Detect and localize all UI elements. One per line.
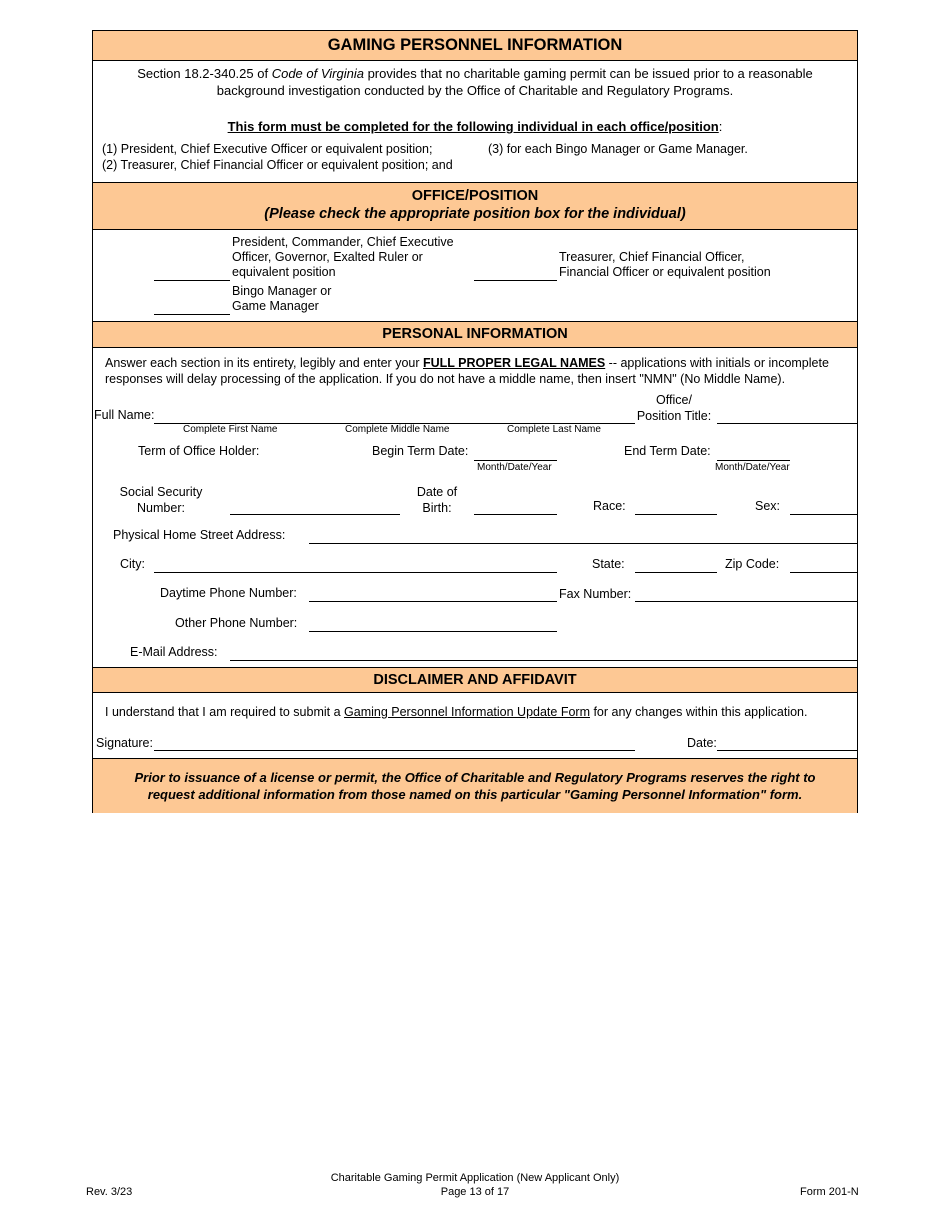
gaming-personnel-form xyxy=(92,30,858,813)
fax-field[interactable] xyxy=(635,601,857,602)
notice-band xyxy=(93,758,857,813)
dob-label: Date of Birth: xyxy=(416,485,458,515)
ssn-field[interactable] xyxy=(230,514,400,515)
instructions-line-2: responses will delay processing of the application. If you do not have a middle name, then insert "NMN" (No Middle Name). xyxy=(105,372,786,386)
treasurer-checkbox-line[interactable] xyxy=(474,280,557,281)
president-checkbox-line[interactable] xyxy=(154,280,230,281)
application-title: Charitable Gaming Permit Application (New Applicant Only) xyxy=(330,1172,620,1184)
intro-line-2: background investigation conducted by the Office of Charitable and Regulatory Programs. xyxy=(216,83,734,98)
form-number: Form 201-N xyxy=(800,1186,859,1198)
term-label: Term of Office Holder: xyxy=(138,444,260,458)
begin-term-label: Begin Term Date: xyxy=(372,444,469,458)
date-label: Date: xyxy=(687,736,717,750)
sex-field[interactable] xyxy=(790,514,857,515)
page-number: Page 13 of 17 xyxy=(440,1186,510,1198)
treasurer-option-label: Treasurer, Chief Financial Officer, Financial Officer or equivalent position xyxy=(559,250,771,279)
office-position-band xyxy=(93,182,857,230)
notice-line-2: request additional information from those named on this particular "Gaming Personnel Information" form. xyxy=(147,787,803,802)
zip-label: Zip Code: xyxy=(725,557,780,571)
intro-line-1: Section 18.2-340.25 of Code of Virginia provides that no charitable gaming permit can be issued prior to a reasonable xyxy=(137,66,813,81)
end-term-format: Month/Date/Year xyxy=(715,462,790,473)
disclaimer-title: DISCLAIMER AND AFFIDAVIT xyxy=(373,672,577,688)
state-label: State: xyxy=(592,557,625,571)
email-label: E-Mail Address: xyxy=(130,645,218,659)
other-phone-label: Other Phone Number: xyxy=(175,616,298,630)
position-list-1: (1) President, Chief Executive Officer or equivalent position; xyxy=(102,142,433,156)
zip-field[interactable] xyxy=(790,572,857,573)
last-name-caption: Complete Last Name xyxy=(507,424,601,435)
day-phone-label: Daytime Phone Number: xyxy=(160,586,297,600)
begin-term-format: Month/Date/Year xyxy=(477,462,552,473)
update-form-link[interactable]: Gaming Personnel Information Update Form xyxy=(344,705,590,719)
sex-label: Sex: xyxy=(755,499,781,513)
other-phone-field[interactable] xyxy=(309,631,557,632)
disclaimer-band xyxy=(93,667,857,693)
email-field[interactable] xyxy=(230,660,857,661)
ssn-label: Social Security Number: xyxy=(119,485,203,515)
full-name-label: Full Name: xyxy=(94,408,155,422)
personal-info-band xyxy=(93,321,857,348)
end-term-field[interactable] xyxy=(717,460,790,461)
signature-label: Signature: xyxy=(96,736,153,750)
position-list-3: (3) for each Bingo Manager or Game Manager. xyxy=(488,142,748,156)
position-list-2: (2) Treasurer, Chief Financial Officer or equivalent position; and xyxy=(102,158,453,172)
form-title: GAMING PERSONNEL INFORMATION xyxy=(327,36,623,54)
race-label: Race: xyxy=(593,499,626,513)
date-field[interactable] xyxy=(717,750,857,751)
end-term-label: End Term Date: xyxy=(624,444,711,458)
address-field[interactable] xyxy=(309,543,857,544)
code-of-virginia: Code of Virginia xyxy=(271,66,364,81)
dob-field[interactable] xyxy=(474,514,557,515)
form-title-band xyxy=(93,31,857,61)
city-field[interactable] xyxy=(154,572,557,573)
race-field[interactable] xyxy=(635,514,717,515)
address-label: Physical Home Street Address: xyxy=(113,528,286,542)
requirement-heading: This form must be completed for the following individual in each office/position: xyxy=(227,119,723,134)
instructions-line-1: Answer each section in its entirety, legibly and enter your FULL PROPER LEGAL NAMES -- applications with initials or incomplete xyxy=(105,356,829,370)
fax-label: Fax Number: xyxy=(559,587,632,601)
office-position-subtitle: (Please check the appropriate position box for the individual) xyxy=(264,206,686,222)
signature-field[interactable] xyxy=(154,750,635,751)
middle-name-caption: Complete Middle Name xyxy=(345,424,450,435)
bingo-manager-option-label: Bingo Manager or Game Manager xyxy=(232,284,332,313)
city-label: City: xyxy=(120,557,145,571)
office-title-label: Office/ Position Title: xyxy=(636,393,712,423)
revision-label: Rev. 3/23 xyxy=(86,1186,133,1198)
office-position-title: OFFICE/POSITION xyxy=(411,188,539,204)
bingo-manager-checkbox-line[interactable] xyxy=(154,314,230,315)
president-option-label: President, Commander, Chief Executive Officer, Governor, Exalted Ruler or equivalent position xyxy=(232,235,454,279)
begin-term-field[interactable] xyxy=(474,460,557,461)
personal-info-title: PERSONAL INFORMATION xyxy=(382,326,568,342)
day-phone-field[interactable] xyxy=(309,601,557,602)
state-field[interactable] xyxy=(635,572,717,573)
notice-line-1: Prior to issuance of a license or permit, the Office of Charitable and Regulatory Programs reserves the right to xyxy=(134,770,816,785)
disclaimer-text: I understand that I am required to submit a Gaming Personnel Information Update Form for any changes within this application. xyxy=(105,705,808,719)
first-name-caption: Complete First Name xyxy=(183,424,278,435)
office-title-field[interactable] xyxy=(717,423,857,424)
